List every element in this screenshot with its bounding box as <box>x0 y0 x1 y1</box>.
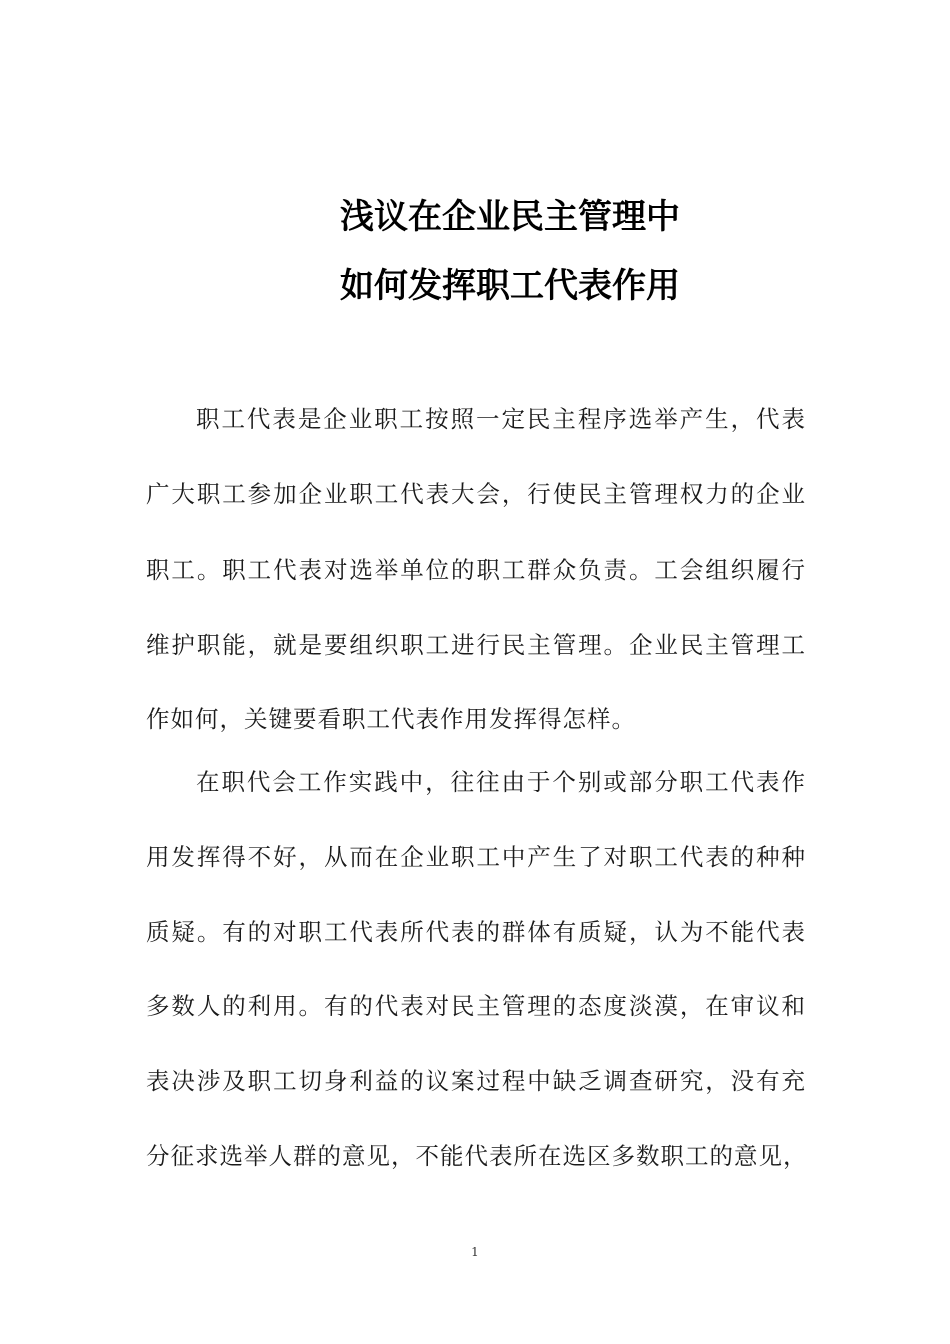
paragraph-line: 质疑。有的对职工代表所代表的群体有质疑，认为不能代表 <box>146 918 806 946</box>
paragraph-line: 在职代会工作实践中，往往由于个别或部分职工代表作 <box>196 768 806 796</box>
page-number: 1 <box>471 1245 479 1259</box>
title-line-2: 如何发挥职工代表作用 <box>340 266 680 306</box>
paragraph-line: 多数人的利用。有的代表对民主管理的态度淡漠，在审议和 <box>146 992 806 1020</box>
paragraph-line: 表决涉及职工切身利益的议案过程中缺乏调查研究，没有充 <box>146 1067 806 1095</box>
paragraph-line: 职工代表是企业职工按照一定民主程序选举产生，代表 <box>196 405 806 433</box>
paragraph-line: 维护职能，就是要组织职工进行民主管理。企业民主管理工 <box>146 631 806 659</box>
title-line-1: 浅议在企业民主管理中 <box>340 197 680 237</box>
paragraph-line: 用发挥得不好，从而在企业职工中产生了对职工代表的种种 <box>146 843 806 871</box>
paragraph-line: 广大职工参加企业职工代表大会，行使民主管理权力的企业 <box>146 480 806 508</box>
paragraph-line: 作如何，关键要看职工代表作用发挥得怎样。 <box>146 705 636 733</box>
paragraph-line: 分征求选举人群的意见，不能代表所在选区多数职工的意见， <box>146 1142 808 1170</box>
paragraph-line: 职工。职工代表对选举单位的职工群众负责。工会组织履行 <box>146 556 806 584</box>
